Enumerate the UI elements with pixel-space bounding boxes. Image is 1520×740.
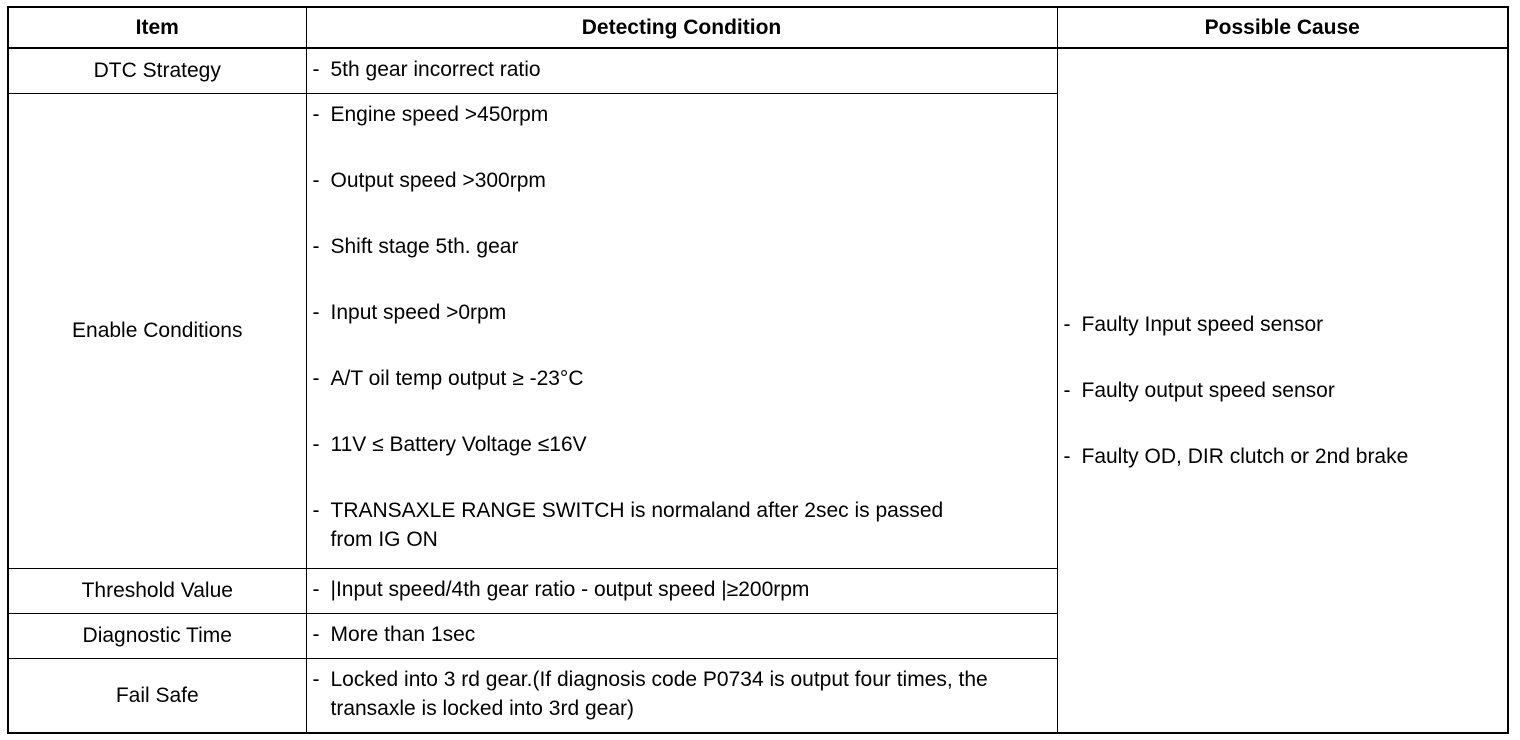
header-detecting-condition: Detecting Condition	[306, 7, 1057, 48]
bullet-dash: -	[312, 432, 320, 456]
item-threshold-value: Threshold Value	[8, 568, 306, 613]
dtc-table	[7, 6, 1509, 734]
condition-bullet	[313, 620, 1049, 649]
condition-text: Output speed >300rpm	[330, 168, 546, 192]
bullet-dash: -	[312, 667, 320, 691]
condition-cell	[306, 658, 1057, 733]
condition-bullet	[313, 364, 1049, 393]
condition-text: 11V ≤ Battery Voltage ≤16V	[330, 432, 587, 456]
bullet-dash: -	[312, 366, 320, 390]
header-possible-cause: Possible Cause	[1057, 7, 1508, 48]
condition-cell	[306, 93, 1057, 568]
condition-bullet	[313, 430, 1049, 459]
bullet-dash: -	[312, 498, 320, 522]
cause-text: Faulty OD, DIR clutch or 2nd brake	[1081, 445, 1409, 468]
bullet-dash: -	[1063, 313, 1071, 336]
condition-bullet	[313, 166, 1049, 195]
bullet-dash: -	[312, 168, 320, 192]
condition-bullet	[313, 100, 1049, 129]
bullet-dash: -	[1063, 445, 1071, 468]
bullet-dash: -	[312, 234, 320, 258]
bullet-dash: -	[312, 622, 320, 646]
cause-bullet	[1064, 310, 1500, 339]
condition-cell	[306, 568, 1057, 613]
possible-cause-cell	[1057, 48, 1508, 733]
bullet-dash: -	[312, 300, 320, 324]
bullet-dash: -	[312, 102, 320, 126]
condition-cell	[306, 48, 1057, 93]
condition-text: A/T oil temp output ≥ -23°C	[330, 366, 584, 390]
condition-text: Shift stage 5th. gear	[330, 234, 519, 258]
condition-text: More than 1sec	[330, 622, 476, 646]
item-diagnostic-time: Diagnostic Time	[8, 613, 306, 658]
condition-cell	[306, 613, 1057, 658]
condition-text: Input speed >0rpm	[330, 300, 507, 324]
header-row	[8, 7, 1508, 48]
cause-bullet	[1064, 442, 1500, 471]
item-enable-conditions: Enable Conditions	[8, 93, 306, 568]
table-row	[8, 48, 1508, 93]
condition-text: Engine speed >450rpm	[330, 102, 549, 126]
condition-bullet	[313, 55, 1049, 84]
condition-bullet	[313, 665, 1049, 723]
bullet-dash: -	[312, 58, 320, 81]
cause-bullet	[1064, 376, 1500, 405]
condition-bullet	[313, 496, 1049, 554]
condition-text: TRANSAXLE RANGE SWITCH is normaland after 2sec is passed from IG ON	[330, 498, 944, 551]
item-dtc-strategy: DTC Strategy	[8, 48, 306, 93]
bullet-dash: -	[312, 577, 320, 601]
condition-text: |Input speed/4th gear ratio - output speed |≥200rpm	[330, 577, 810, 601]
bullet-dash: -	[1063, 379, 1071, 402]
condition-text: 5th gear incorrect ratio	[330, 58, 541, 81]
cause-text: Faulty output speed sensor	[1081, 379, 1335, 402]
item-fail-safe: Fail Safe	[8, 658, 306, 733]
condition-bullet	[313, 298, 1049, 327]
cause-text: Faulty Input speed sensor	[1081, 313, 1324, 336]
condition-bullet	[313, 232, 1049, 261]
header-item: Item	[8, 7, 306, 48]
condition-bullet	[313, 575, 1049, 604]
condition-text: Locked into 3 rd gear.(If diagnosis code P0734 is output four times, the transaxle is locked into 3rd gear)	[330, 667, 988, 720]
